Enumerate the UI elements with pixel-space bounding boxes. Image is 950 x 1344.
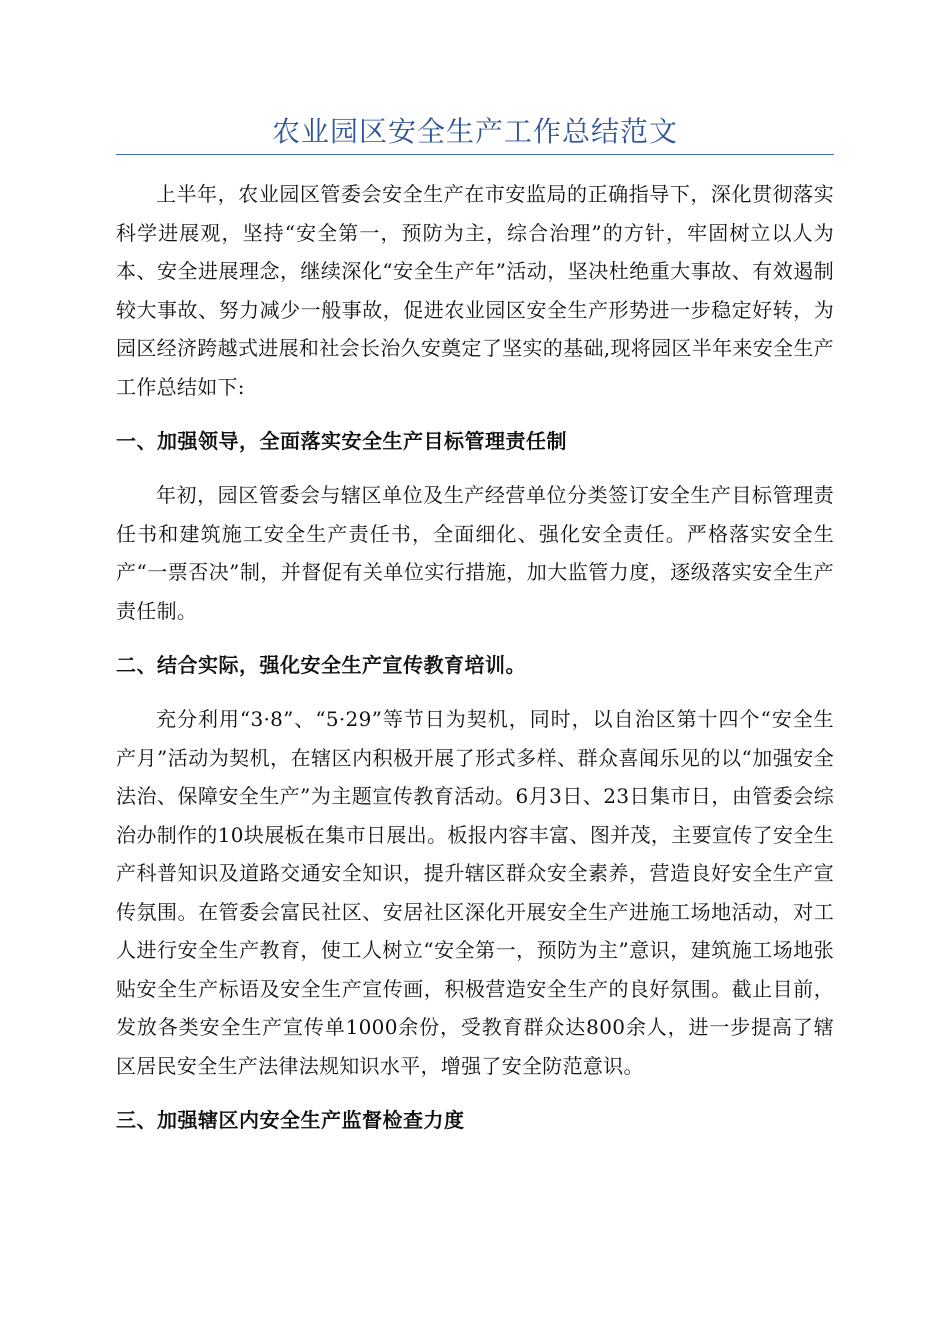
section-1-body: 年初，园区管委会与辖区单位及生产经营单位分类签订安全生产目标管理责任书和建筑施工安全生产责任书，全面细化、强化安全责任。严格落实安全生产“一票否决”制，并督促有关单位实行措施，加大监管力度，逐级落实安全生产责任制。 [116, 483, 834, 623]
section-3-heading: 三、加强辖区内安全生产监督检查力度 [116, 1108, 465, 1132]
document-title: 农业园区安全生产工作总结范文 [271, 115, 678, 148]
title-underline [116, 154, 834, 155]
intro-paragraph: 上半年，农业园区管委会安全生产在市安监局的正确指导下，深化贯彻落实科学进展观，坚持“安全第一，预防为主，综合治理”的方针，牢固树立以人为本、安全进展理念，继续深化“安全生产年”活动，坚决杜绝重大事故、有效遏制较大事故、努力减少一般事故，促进农业园区安全生产形势进一步稳定好转，为园区经济跨越式进展和社会长治久安奠定了坚实的基础,现将园区半年来安全生产工作总结如下: [116, 182, 834, 399]
section-2-heading: 二、结合实际，强化安全生产宣传教育培训。 [116, 653, 526, 677]
section-1-heading: 一、加强领导，全面落实安全生产目标管理责任制 [116, 429, 567, 453]
document-page [116, 112, 834, 1155]
section-2-body: 充分利用“3·8”、“5·29”等节日为契机，同时，以自治区第十四个“安全生产月”活动为契机，在辖区内积极开展了形式多样、群众喜闻乐见的以“加强安全法治、保障安全生产”为主题宣传教育活动。6月3日、23日集市日，由管委会综治办制作的10块展板在集市日展出。板报内容丰富、图并茂，主要宣传了安全生产科普知识及道路交通安全知识，提升辖区群众安全素养，营造良好安全生产宣传氛围。在管委会富民社区、安居社区深化开展安全生产进施工场地活动，对工人进行安全生产教育，使工人树立“安全第一，预防为主”意识，建筑施工场地张贴安全生产标语及安全生产宣传画，积极营造安全生产的良好氛围。截止目前，发放各类安全生产宣传单1000余份，受教育群众达800余人，进一步提高了辖区居民安全生产法律法规知识水平，增强了安全防范意识。 [116, 707, 834, 1078]
